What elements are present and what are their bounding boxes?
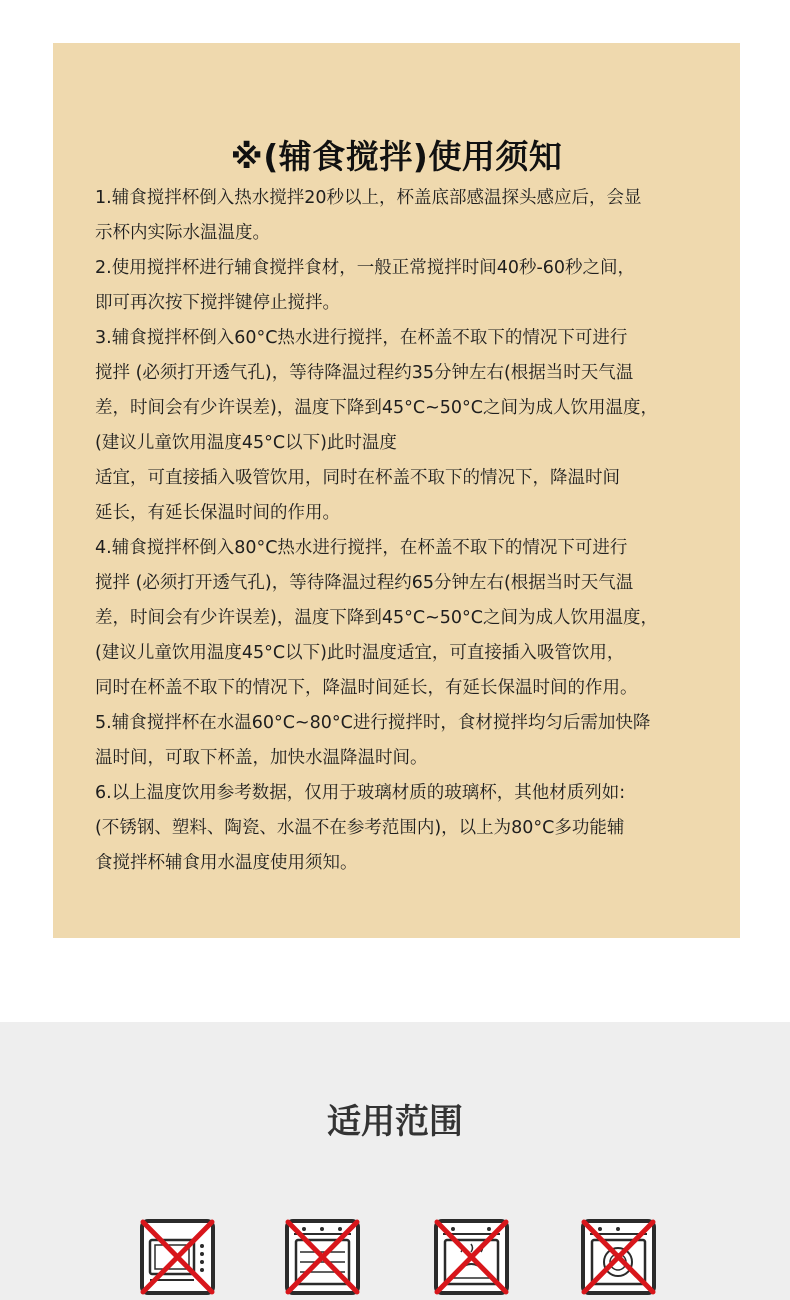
notice-line: 搅拌 (必须打开透气孔)，等待降温过程约35分钟左右(根据当时天气温 <box>95 363 634 383</box>
notice-line: 4.辅食搅拌杯倒入80°C热水进行搅拌，在杯盖不取下的情况下可进行 <box>95 538 628 558</box>
notice-line: 2.使用搅拌杯进行辅食搅拌食材，一般正常搅拌时间40秒-60秒之间， <box>95 258 636 278</box>
notice-line: (建议儿童饮用温度45°C以下)此时温度 <box>95 433 397 453</box>
notice-line: 同时在杯盖不取下的情况下，降温时间延长，有延长保温时间的作用。 <box>95 678 638 698</box>
notice-line: 3.辅食搅拌杯倒入60°C热水进行搅拌，在杯盖不取下的情况下可进行 <box>95 328 628 348</box>
notice-title: ※(辅食搅拌)使用须知 <box>230 137 563 176</box>
usage-notice-panel <box>53 43 740 938</box>
notice-line: (建议儿童饮用温度45°C以下)此时温度适宜，可直接插入吸管饮用， <box>95 643 625 663</box>
scope-title: 适用范围 <box>327 1102 463 1142</box>
notice-line: 1.辅食搅拌杯倒入热水搅拌20秒以上，杯盖底部感温探头感应后，会显 <box>95 188 642 208</box>
dishwasher-crossed-icon <box>580 1218 657 1296</box>
notice-line: 搅拌 (必须打开透气孔)，等待降温过程约65分钟左右(根据当时天气温 <box>95 573 634 593</box>
notice-line: (不锈钢、塑料、陶瓷、水温不在参考范围内)，以上为80°C多功能辅 <box>95 818 625 838</box>
notice-line: 温时间，可取下杯盖，加快水温降温时间。 <box>95 748 428 768</box>
notice-line: 延长，有延长保温时间的作用。 <box>95 503 340 523</box>
notice-line: 差，时间会有少许误差)，温度下降到45°C~50°C之间为成人饮用温度， <box>95 398 658 418</box>
notice-line: 示杯内实际水温温度。 <box>95 223 270 243</box>
notice-line: 适宜，可直接插入吸管饮用，同时在杯盖不取下的情况下，降温时间 <box>95 468 620 488</box>
notice-line: 5.辅食搅拌杯在水温60°C~80°C进行搅拌时，食材搅拌均匀后需加快降 <box>95 713 651 733</box>
notice-line: 差，时间会有少许误差)，温度下降到45°C~50°C之间为成人饮用温度， <box>95 608 658 628</box>
applicable-scope-section <box>0 1022 790 1300</box>
microwave-crossed-icon <box>139 1218 216 1296</box>
notice-line: 即可再次按下搅拌键停止搅拌。 <box>95 293 340 313</box>
notice-line: 6.以上温度饮用参考数据，仅用于玻璃材质的玻璃杯，其他材质列如: <box>95 783 626 803</box>
notice-line: 食搅拌杯辅食用水温度使用须知。 <box>95 853 358 873</box>
steam-oven-crossed-icon <box>433 1218 510 1296</box>
oven-crossed-icon <box>284 1218 361 1296</box>
notice-body <box>95 181 720 881</box>
